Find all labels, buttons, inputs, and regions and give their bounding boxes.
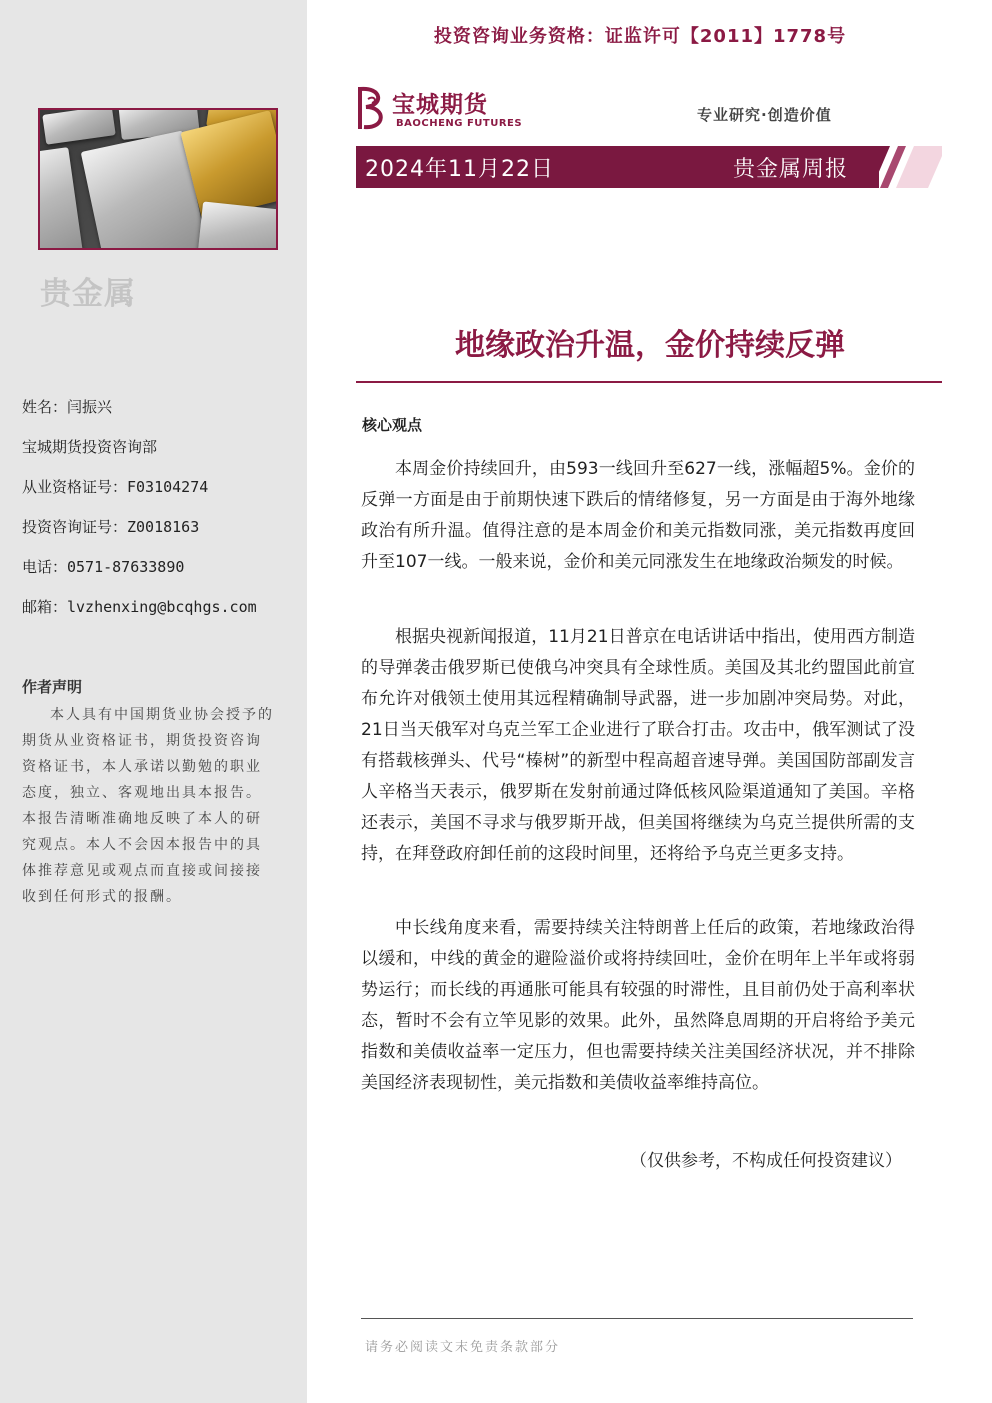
author-name: 姓名：闫振兴 (22, 398, 113, 416)
sidebar (0, 0, 307, 1403)
headline-divider (356, 381, 942, 383)
phone-number: 电话：0571-87633890 (22, 558, 185, 576)
logo-icon (356, 85, 390, 131)
report-type: 贵金属周报 (733, 157, 849, 182)
section-title: 核心观点 (362, 416, 423, 434)
disclaimer-title: 作者声明 (22, 678, 83, 696)
email-address[interactable]: 邮箱：lvzhenxing@bcqhgs.com (22, 598, 257, 616)
qualification-number: 从业资格证号：F03104274 (22, 478, 209, 496)
silver-bar-left (38, 147, 83, 250)
paragraph-3: 中长线角度来看，需要持续关注特朗普上任后的政策，若地缘政治得以缓和，中线的黄金的避险溢价或将持续回吐，金价在明年上半年或将弱势运行；而长线的再通胀可能具有较强的时滞性，且目前仍处于高利率状态，暂时不会有立竿见影的效果。此外，虽然降息周期的开启将给予美元指数和美债收益率一定压力，但也需要持续关注美国经济状况，并不排除美国经济表现韧性，美元指数和美债收益率维持高位。 (361, 918, 915, 1093)
sector-label: 贵金属 (40, 276, 136, 312)
logo-english-text: BAOCHENG FUTURES (396, 118, 523, 129)
author-department: 宝城期货投资咨询部 (22, 438, 158, 456)
disclaimer-text: 本人具有中国期货业协会授予的期货从业资格证书，期货投资咨询资格证书，本人承诺以勤勉的职业态度，独立、客观地出具本报告。本报告清晰准确地反映了本人的研究观点。本人不会因本报告中的具体推荐意见或观点而直接或间接接收到任何形式的报酬。 (22, 707, 274, 905)
reference-note: （仅供参考，不构成任何投资建议） (630, 1151, 902, 1171)
consult-cert-number: 投资咨询证号：Z0018163 (22, 518, 200, 536)
report-date: 2024年11月22日 (365, 157, 554, 182)
paragraph-1: 本周金价持续回升，由593一线回升至627一线，涨幅超5%。金价的反弹一方面是由于前期快速下跌后的情绪修复，另一方面是由于海外地缘政治有所升温。值得注意的是本周金价和美元指数同涨，美元指数再度回升至107一线。一般来说，金价和美元同涨发生在地缘政治频发的时候。 (361, 459, 915, 572)
footer-divider (361, 1318, 913, 1319)
license-line: 投资咨询业务资格：证监许可【2011】1778号 (433, 26, 847, 47)
logo-text: 宝城期货 (392, 92, 488, 118)
headline: 地缘政治升温，金价持续反弹 (455, 328, 845, 363)
slogan: 专业研究·创造价值 (697, 106, 832, 124)
silver-bar-right (197, 201, 278, 250)
banner-stripes-decoration (860, 146, 942, 188)
silver-bar-back (42, 108, 115, 145)
paragraph-2: 根据央视新闻报道，11月21日普京在电话讲话中指出，使用西方制造的导弹袭击俄罗斯已使俄乌冲突具有全球性质。美国及其北约盟国此前宣布允许对俄领土使用其远程精确制导武器，进一步加剧冲突局势。对此，21日当天俄军对乌克兰军工企业进行了联合打击。攻击中，俄军测试了没有搭载核弹头、代号“榛树”的新型中程高超音速导弹。美国国防部副发言人辛格当天表示，俄罗斯在发射前通过降低核风险渠道通知了美国。辛格还表示，美国不寻求与俄罗斯开战，但美国将继续为乌克兰提供所需的支持，在拜登政府卸任前的这段时间里，还将给予乌克兰更多支持。 (361, 627, 915, 864)
cover-image (38, 108, 278, 250)
footer-text: 请务必阅读文末免责条款部分 (365, 1340, 561, 1355)
